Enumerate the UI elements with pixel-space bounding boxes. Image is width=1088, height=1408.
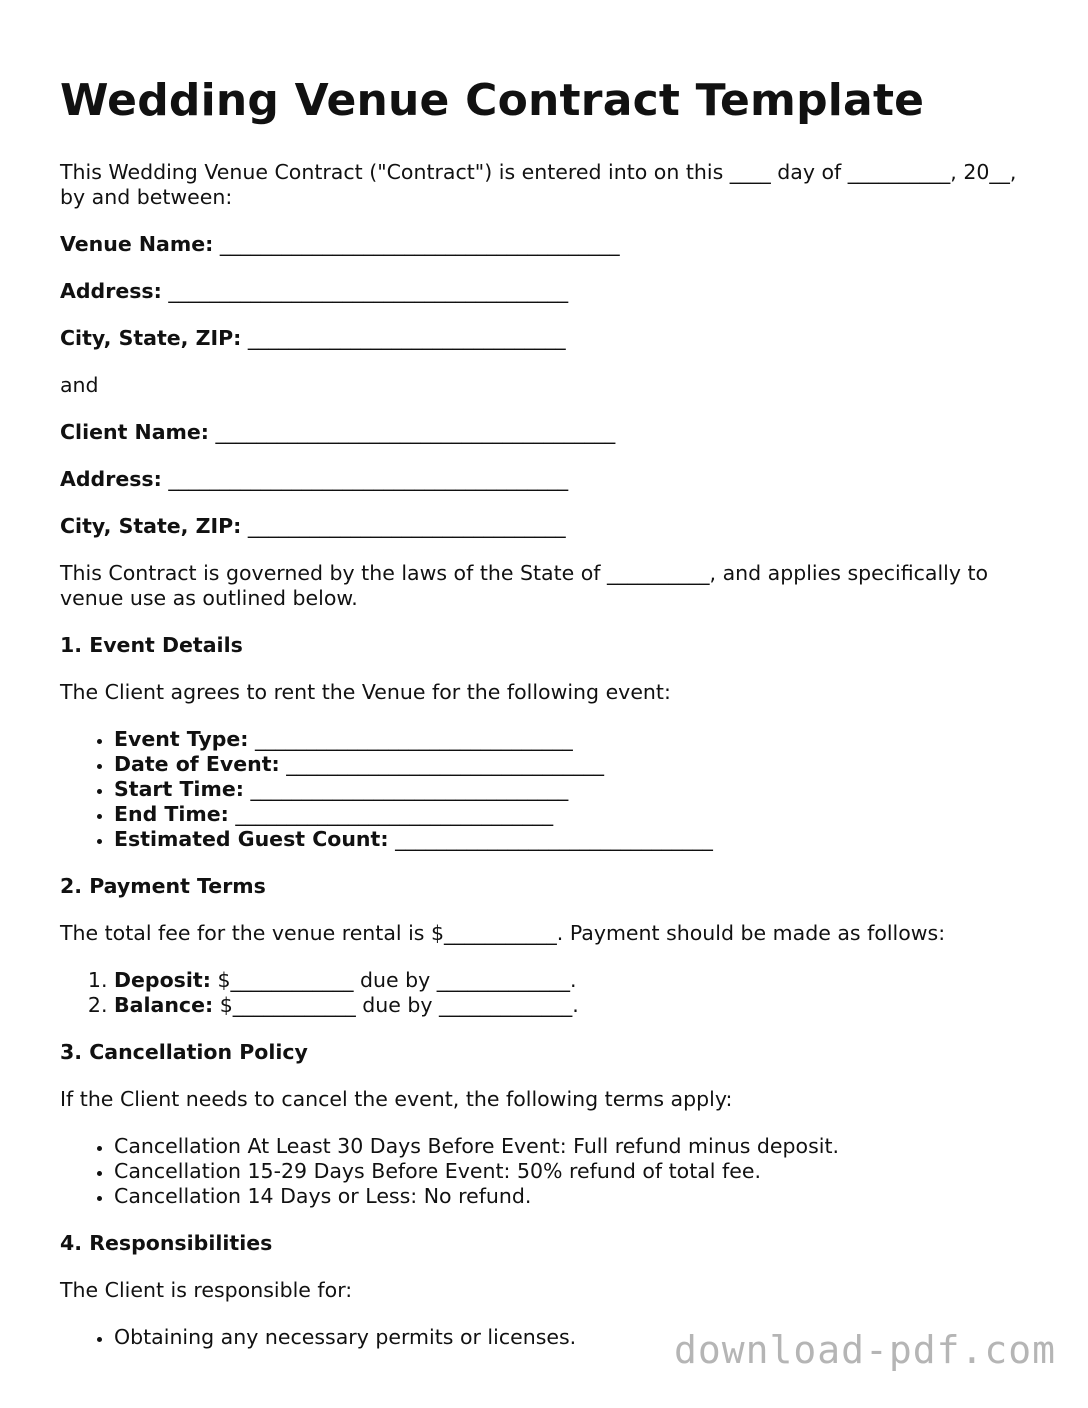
venue-city-blank: _______________________________ [247, 326, 566, 350]
client-address-label: Address: [60, 467, 162, 491]
list-item [114, 727, 1040, 752]
payment-terms-list [60, 968, 1040, 1018]
list-item: • Obtaining any necessary permits or licenses. [114, 1325, 1040, 1350]
client-address-field [60, 467, 1040, 492]
governing-law-paragraph: This Contract is governed by the laws of the State of __________, and applies specifically to venue use as outlined below. [60, 561, 989, 610]
guest-count-label: Estimated Guest Count: [114, 827, 389, 851]
client-name-field [60, 420, 1040, 445]
venue-address-label: Address: [60, 279, 162, 303]
event-type-blank: _______________________________ [255, 727, 573, 751]
end-time-label: End Time: [114, 802, 229, 826]
list-item [114, 827, 1040, 852]
end-time-blank: _______________________________ [235, 802, 554, 826]
venue-city-label: City, State, ZIP: [60, 326, 242, 350]
start-time-label: Start Time: [114, 777, 244, 801]
cancellation-policy-intro: If the Client needs to cancel the event, the following terms apply: [60, 1087, 733, 1111]
client-address-blank: _______________________________________ [168, 467, 569, 491]
list-item: • Cancellation At Least 30 Days Before Event: Full refund minus deposit. [114, 1134, 1040, 1159]
venue-name-blank: _______________________________________ [219, 232, 620, 256]
venue-address-blank: _______________________________________ [168, 279, 569, 303]
client-city-label: City, State, ZIP: [60, 514, 242, 538]
venue-address-field [60, 279, 1040, 304]
client-city-field [60, 514, 1040, 539]
guest-count-blank: _______________________________ [395, 827, 713, 851]
deposit-text: $____________ due by _____________. [217, 968, 577, 992]
responsibilities-intro: The Client is responsible for: [60, 1278, 353, 1302]
list-item [114, 993, 1040, 1018]
list-item [114, 802, 1040, 827]
venue-city-field [60, 326, 1040, 351]
start-time-blank: _______________________________ [250, 777, 569, 801]
client-name-label: Client Name: [60, 420, 209, 444]
event-type-label: Event Type: [114, 727, 249, 751]
event-details-list [60, 727, 1040, 852]
event-details-heading: 1. Event Details [60, 633, 243, 657]
list-item [114, 777, 1040, 802]
balance-label: Balance: [114, 993, 214, 1017]
balance-text: $____________ due by _____________. [219, 993, 579, 1017]
venue-name-field [60, 232, 1040, 257]
venue-name-label: Venue Name: [60, 232, 214, 256]
client-city-blank: _______________________________ [247, 514, 566, 538]
responsibilities-heading: 4. Responsibilities [60, 1231, 273, 1255]
and-text: and [60, 373, 99, 397]
payment-terms-intro: The total fee for the venue rental is $___________. Payment should be made as follows: [60, 921, 946, 945]
cancellation-policy-list [60, 1134, 1040, 1209]
event-date-label: Date of Event: [114, 752, 280, 776]
intro-paragraph: This Wedding Venue Contract ("Contract") is entered into on this ____ day of __________, 20__, by and between: [60, 160, 1017, 209]
watermark-text: download-pdf.com [673, 1328, 1056, 1372]
list-item [114, 968, 1040, 993]
payment-terms-heading: 2. Payment Terms [60, 874, 266, 898]
event-details-intro: The Client agrees to rent the Venue for the following event: [60, 680, 671, 704]
event-date-blank: _______________________________ [286, 752, 604, 776]
cancellation-policy-heading: 3. Cancellation Policy [60, 1040, 308, 1064]
client-name-blank: _______________________________________ [215, 420, 616, 444]
list-item: • Cancellation 15-29 Days Before Event: 50% refund of total fee. [114, 1159, 1040, 1184]
document-title: Wedding Venue Contract Template [60, 75, 925, 126]
contract-document [60, 72, 1040, 1372]
deposit-label: Deposit: [114, 968, 211, 992]
list-item: • Cancellation 14 Days or Less: No refund. [114, 1184, 1040, 1209]
list-item [114, 752, 1040, 777]
